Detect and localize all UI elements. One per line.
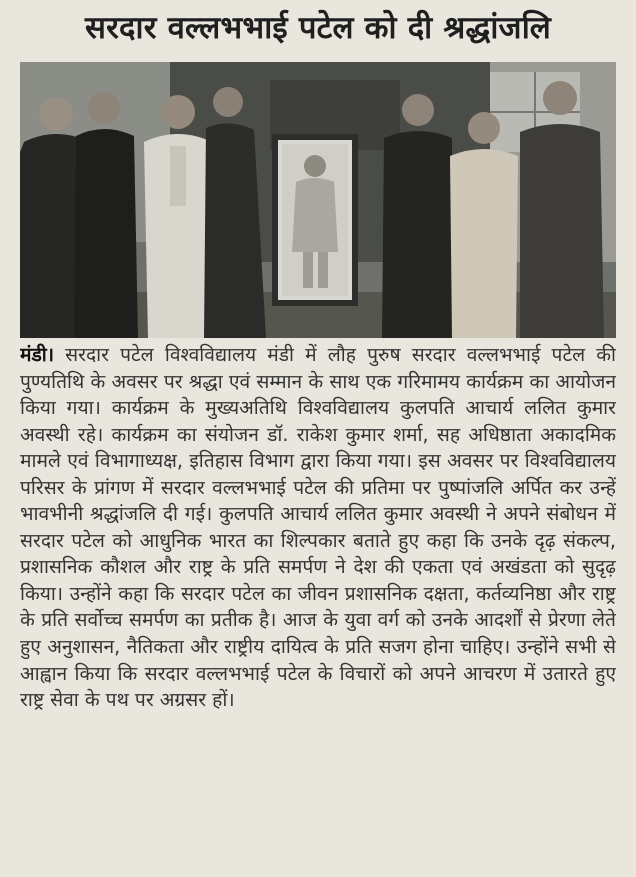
article-paragraph — [20, 342, 616, 714]
news-photo — [20, 62, 616, 338]
dateline: मंडी। — [20, 343, 54, 366]
headline: सरदार वल्लभभाई पटेल को दी श्रद्धांजलि — [84, 10, 551, 46]
article-body — [20, 342, 616, 874]
article-text: सरदार पटेल विश्वविद्यालय मंडी में लौह पुरुष सरदार वल्लभभाई पटेल की पुण्यतिथि के अवसर पर श्रद्धा एवं सम्मान के साथ एक गरिमामय कार्यक्रम का आयोजन किया गया। कार्यक्रम के मुख्यअतिथि विश्वविद्यालय कुलपति आचार्य ललित कुमार अवस्थी रहे। कार्यक्रम का संयोजन डॉ. राकेश कुमार शर्मा, सह अधिष्ठाता अकादमिक मामले एवं विभागाध्यक्ष, इतिहास विभाग द्वारा किया गया। इस अवसर पर विश्वविद्यालय परिसर के प्रांगण में सरदार वल्लभभाई पटेल की प्रतिमा पर पुष्पांजलि अर्पित कर उन्हें भावभीनी श्रद्धांजलि दी गई। कुलपति आचार्य ललित कुमार अवस्थी ने अपने संबोधन में सरदार पटेल को आधुनिक भारत का शिल्पकार बताते हुए कहा कि उनके दृढ़ संकल्प, प्रशासनिक कौशल और राष्ट्र के प्रति समर्पण ने देश की एकता एवं अखंडता को सुदृढ़ किया। उन्होंने कहा कि सरदार पटेल का जीवन प्रशासनिक दक्षता, कर्तव्यनिष्ठा और राष्ट्र के प्रति सर्वोच्च समर्पण का प्रतीक है। आज के युवा वर्ग को उनके आदर्शों से प्रेरणा लेते हुए अनुशासन, नैतिकता और राष्ट्रीय दायित्व के प्रति सजग होना चाहिए। उन्होंने सभी से आह्वान किया कि सरदार वल्लभभाई पटेल के विचारों को अपने आचरण में उतारते हुए राष्ट्र सेवा के पथ पर अग्रसर हों। — [20, 343, 616, 712]
